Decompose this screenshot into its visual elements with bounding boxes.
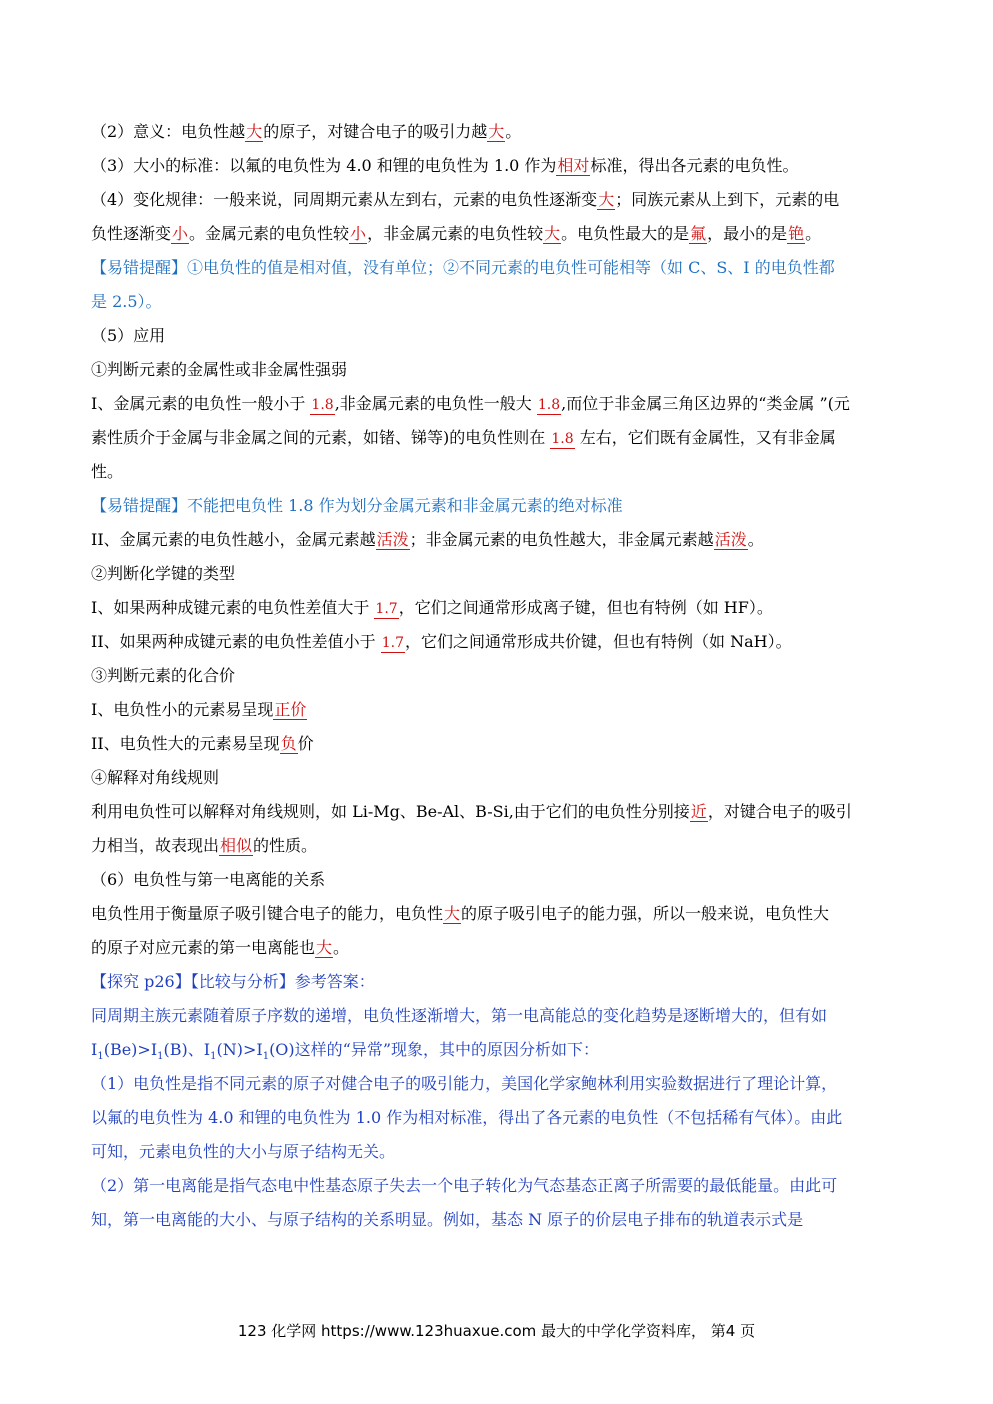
line-positive: I、电负性小的元素易呈现正价 — [91, 700, 307, 719]
answer: 1.8 — [537, 397, 561, 413]
heading-application: （5）应用 — [91, 326, 166, 345]
answer: 活泼 — [376, 530, 409, 549]
document-body — [91, 115, 906, 1237]
line-standard: （3）大小的标准：以氟的电负性为 4.0 和锂的电负性为 1.0 作为相对标准，得出各元素的电负性。 — [91, 156, 799, 175]
answer: 近 — [690, 802, 707, 821]
line-metal-3: 性。 — [91, 462, 124, 481]
line-trend: （4）变化规律：一般来说，同周期元素从左到右，元素的电负性逐渐变大；同族元素从上到下，元素的电 — [91, 190, 840, 209]
subheading-diagonal: ④解释对角线规则 — [91, 768, 220, 787]
subheading-bond: ②判断化学键的类型 — [91, 564, 236, 583]
answer: 铯 — [788, 224, 805, 243]
line-ionic: I、如果两种成键元素的电负性差值大于 1.7，它们之间通常形成离子键，但也有特例（如 HF）。 — [91, 598, 773, 617]
line-diagonal-1: 利用电负性可以解释对角线规则，如 Li-Mg、Be-Al、B-Si,由于它们的电负性分别接近，对键合电子的吸引 — [91, 802, 852, 821]
answer: 大 — [316, 938, 333, 957]
line-negative: II、电负性大的元素易呈现负价 — [91, 734, 314, 753]
heading-relation: （6）电负性与第一电离能的关系 — [91, 870, 326, 889]
answer: 大 — [544, 224, 561, 243]
answer: 小 — [172, 224, 189, 243]
explore-line-1: 同周期主族元素随着原子序数的递增，电负性逐渐增大，第一电高能总的变化趋势是逐断增大的，但有如 — [91, 1006, 828, 1025]
answer: 大 — [598, 190, 615, 209]
answer: 大 — [488, 122, 505, 141]
explore-line-3: （1）电负性是指不同元素的原子对健合电子的吸引能力，美国化学家鲍林利用实验数据进行了理论计算， — [91, 1074, 838, 1093]
line-diagonal-2: 力相当，故表现出相似的性质。 — [91, 836, 318, 855]
line-metal-2: 素性质介于金属与非金属之间的元素，如锗、锑等)的电负性则在 1.8 左右，它们既有金属性，又有非金属 — [91, 428, 836, 447]
subheading-metal: ①判断元素的金属性或非金属性强弱 — [91, 360, 348, 379]
answer: 氟 — [690, 224, 707, 243]
answer: 大 — [444, 904, 461, 923]
answer: 1.8 — [311, 397, 334, 413]
line-activity: II、金属元素的电负性越小，金属元素越活泼；非金属元素的电负性越大，非金属元素越活泼。 — [91, 530, 764, 549]
line-relation-1: 电负性用于衡量原子吸引键合电子的能力，电负性大的原子吸引电子的能力强，所以一般来说，电负性大 — [91, 904, 830, 923]
answer: 正价 — [274, 700, 307, 719]
answer: 1.7 — [375, 601, 398, 617]
explore-line-4: 以氟的电负性为 4.0 和锂的电负性为 1.0 作为相对标准，得出了各元素的电负性（不包括稀有气体）。由此 — [91, 1108, 843, 1127]
line-meaning: （2）意义：电负性越大的原子，对键合电子的吸引力越大。 — [91, 122, 522, 141]
explore-line-2: $I_1(Be)>I_1(B)$、$I_1(N)>I_1(O)$这样的“异常”现象，其中的原因分析如下： — [91, 1040, 600, 1063]
explore-line-5: 可知，元素电负性的大小与原子结构无关。 — [91, 1142, 396, 1161]
answer: 负 — [280, 734, 297, 753]
page-footer: 123 化学网 https://www.123huaxue.com 最大的中学化学资料库， 第4 页 — [237, 1322, 756, 1340]
tip-1: 【易错提醒】①电负性的值是相对值，没有单位；②不同元素的电负性可能相等（如 C、S、I 的电负性都 — [91, 258, 835, 277]
subheading-valence: ③判断元素的化合价 — [91, 666, 236, 685]
answer: 相似 — [220, 836, 253, 855]
answer: 小 — [350, 224, 367, 243]
answer: 大 — [246, 122, 263, 141]
line-relation-2: 的原子对应元素的第一电离能也大。 — [91, 938, 350, 957]
answer: 1.8 — [551, 431, 574, 447]
line-covalent: II、如果两种成键元素的电负性差值小于 1.7，它们之间通常形成共价键，但也有特例（如 NaH）。 — [91, 632, 792, 651]
line-trend-cont: 负性逐渐变小。金属元素的电负性较小，非金属元素的电负性较大。电负性最大的是氟，最小的是铯。 — [91, 224, 822, 243]
line-metal-1: I、金属元素的电负性一般小于 1.8,非金属元素的电负性一般大 1.8,而位于非金属三角区边界的“类金属 ”(元 — [91, 394, 850, 413]
answer: 1.7 — [381, 635, 404, 651]
explore-line-7: 知，第一电离能的大小、与原子结构的关系明显。例如，基态 N 原子的价层电子排布的轨道表示式是 — [91, 1210, 804, 1229]
answer: 相对 — [557, 156, 590, 175]
tip-2: 【易错提醒】不能把电负性 1.8 作为划分金属元素和非金属元素的绝对标准 — [91, 496, 623, 515]
explore-heading: 【探究 p26】【比较与分析】参考答案： — [91, 972, 375, 991]
answer: 活泼 — [714, 530, 747, 549]
explore-line-6: （2）第一电离能是指气态电中性基态原子失去一个电子转化为气态基态正离子所需要的最低能量。由此可 — [91, 1176, 838, 1195]
tip-1-cont: 是 2.5）。 — [91, 292, 162, 311]
